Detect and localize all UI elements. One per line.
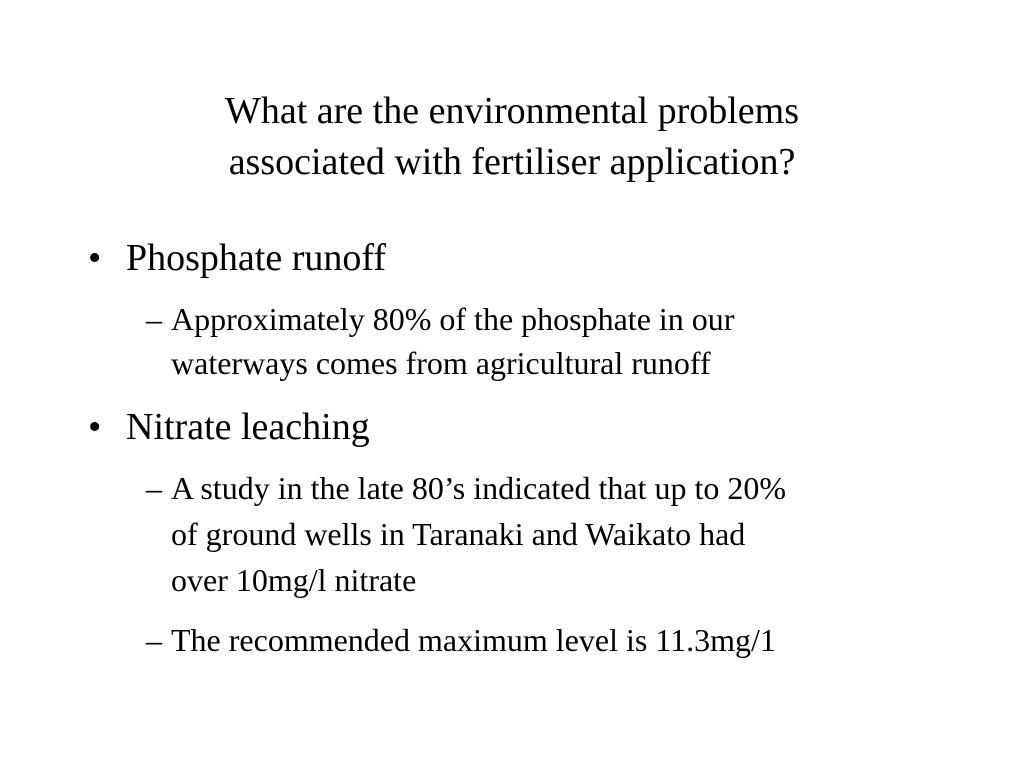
sub-bullet-line: over 10mg/l nitrate: [171, 562, 417, 598]
slide-title-line: What are the environmental problems: [224, 90, 799, 132]
sub-bullet-line: waterways comes from agricultural runoff: [171, 345, 711, 381]
sub-bullet-line: of ground wells in Taranaki and Waikato had: [171, 516, 746, 552]
sub-bullet-marker: –: [146, 622, 162, 658]
bullet-marker: •: [88, 406, 102, 448]
bullet-text: Nitrate leaching: [126, 406, 370, 448]
bullet-marker: •: [88, 237, 102, 279]
sub-bullet-marker: –: [146, 470, 162, 506]
sub-bullet-line: A study in the late 80’s indicated that up to 20%: [171, 470, 787, 506]
bullet-text: Phosphate runoff: [126, 237, 386, 279]
sub-bullet-line: Approximately 80% of the phosphate in our: [171, 301, 735, 337]
sub-bullet-marker: –: [146, 301, 162, 337]
slide-title-line: associated with fertiliser application?: [228, 141, 796, 183]
sub-bullet-line: The recommended maximum level is 11.3mg/1: [171, 622, 776, 658]
